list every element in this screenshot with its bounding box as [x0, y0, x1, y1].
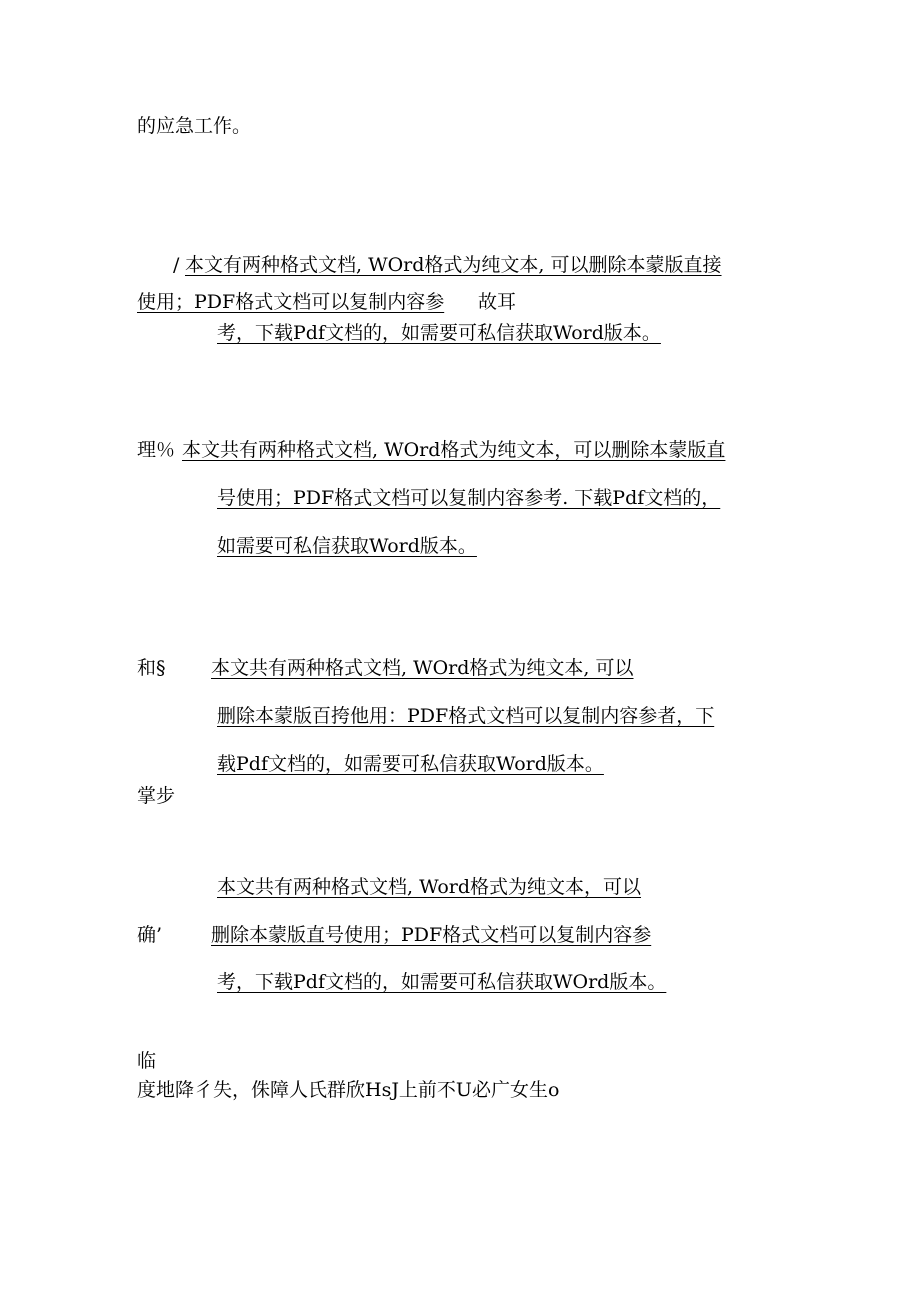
block2-prefix: 理％: [137, 439, 176, 461]
text-line-bottom: 度地降彳失，侏障人氏群欣HsJ上前不U必广女生o: [137, 1079, 560, 1101]
block1-line2: 使用；PDF格式文档可以复制内容参: [137, 291, 445, 313]
block1-line1: 本文有两种格式文档, WOrd格式为纯文本, 可以删除本蒙版直接: [185, 254, 722, 276]
block2-line2: 号使用；PDF格式文档可以复制内容参考. 下载Pdf文档的，: [217, 487, 721, 509]
block3-line3: 载Pdf文档的，如需要可私信获取Word版本。: [217, 753, 604, 775]
block2-line1: 本文共有两种格式文档, WOrd格式为纯文本，可以删除本蒙版直: [182, 439, 726, 461]
block1-line3: 考，下载Pdf文档的，如需要可私信获取Word版本。: [217, 322, 661, 344]
text-line-top: 的应急工作。: [137, 115, 252, 137]
block1-line2-suffix: 故耳: [478, 291, 517, 313]
block4-line1: 本文共有两种格式文档, Word格式为纯文本，可以: [217, 876, 642, 898]
block4-line2: 删除本蒙版直号使用；PDF格式文档可以复制内容参: [211, 924, 652, 946]
block1-prefix: /: [173, 254, 180, 276]
block3-line2: 删除本蒙版百挎他用：PDF格式文档可以复制内容参者，下: [217, 705, 715, 727]
block3-prefix: 和§: [137, 657, 166, 679]
block3-line4: 掌步: [137, 785, 176, 807]
block2-line3: 如需要可私信获取Word版本。: [217, 535, 477, 557]
text-line-lin: 临: [137, 1050, 157, 1072]
block4-line3: 考，下载Pdf文档的，如需要可私信获取WOrd版本。: [217, 971, 667, 993]
block4-prefix: 确’: [137, 924, 163, 946]
block3-line1: 本文共有两种格式文档, WOrd格式为纯文本, 可以: [211, 657, 634, 679]
